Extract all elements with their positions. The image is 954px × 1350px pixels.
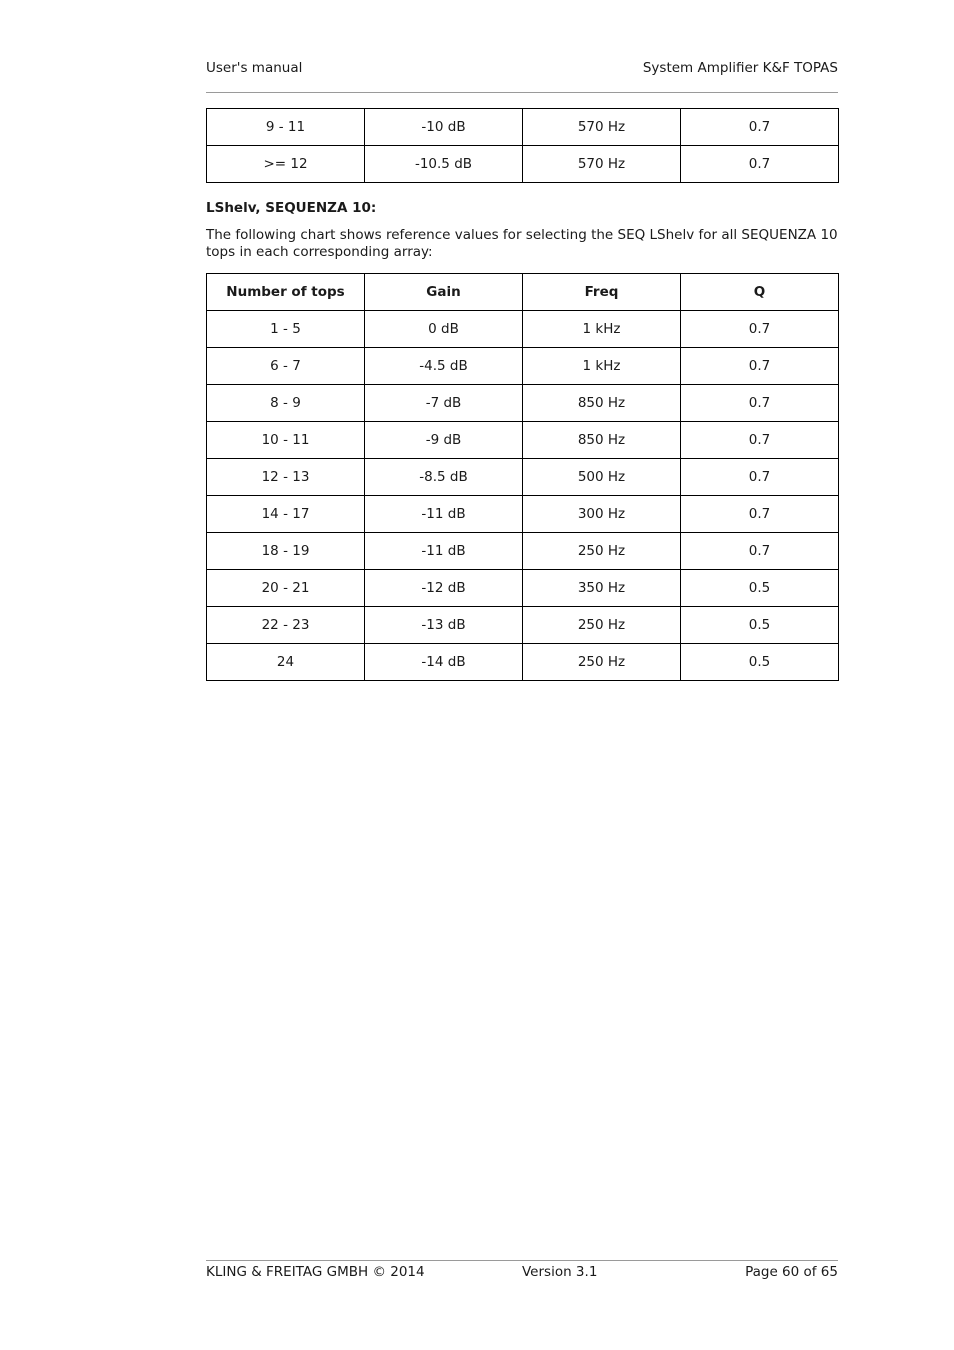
table-row	[207, 422, 839, 459]
table-cell-gain: -12 dB	[365, 570, 523, 607]
table-row	[207, 385, 839, 422]
table-cell-q: 0.5	[681, 644, 839, 681]
table-cell-tops: 6 - 7	[207, 348, 365, 385]
table-cell-q: 0.5	[681, 607, 839, 644]
table-row	[207, 644, 839, 681]
table-cell-gain: -11 dB	[365, 496, 523, 533]
table-cell-tops: 14 - 17	[207, 496, 365, 533]
continued-values-table	[206, 108, 839, 183]
table-cell-q: 0.7	[681, 496, 839, 533]
table-cell-gain: -7 dB	[365, 385, 523, 422]
table-cell-tops: 10 - 11	[207, 422, 365, 459]
table-cell-freq: 250 Hz	[523, 533, 681, 570]
table-row	[207, 348, 839, 385]
section-intro-text: The following chart shows reference values for selecting the SEQ LShelv for all SEQUENZA 10 tops in each corresponding array:	[206, 227, 838, 260]
column-header-gain: Gain	[365, 274, 523, 311]
table-cell-tops: 20 - 21	[207, 570, 365, 607]
table-cell-tops: >= 12	[207, 146, 365, 183]
table-cell-freq: 500 Hz	[523, 459, 681, 496]
table-cell-tops: 1 - 5	[207, 311, 365, 348]
table-cell-q: 0.7	[681, 385, 839, 422]
table-cell-q: 0.7	[681, 146, 839, 183]
table-cell-gain: -13 dB	[365, 607, 523, 644]
table-row	[207, 146, 839, 183]
table-cell-gain: -10.5 dB	[365, 146, 523, 183]
table-cell-freq: 1 kHz	[523, 348, 681, 385]
table-body	[207, 311, 839, 681]
section-heading: LShelv, SEQUENZA 10:	[206, 200, 377, 216]
table-header	[207, 274, 839, 311]
table-cell-q: 0.5	[681, 570, 839, 607]
table-cell-freq: 350 Hz	[523, 570, 681, 607]
table-header-row	[207, 274, 839, 311]
table-cell-tops: 22 - 23	[207, 607, 365, 644]
table-cell-tops: 12 - 13	[207, 459, 365, 496]
continued-values-body	[207, 109, 839, 183]
table-cell-q: 0.7	[681, 533, 839, 570]
table-cell-freq: 250 Hz	[523, 644, 681, 681]
table-cell-freq: 850 Hz	[523, 422, 681, 459]
table-cell-q: 0.7	[681, 422, 839, 459]
table-cell-gain: -14 dB	[365, 644, 523, 681]
table-cell-gain: 0 dB	[365, 311, 523, 348]
footer-copyright: KLING & FREITAG GMBH © 2014	[206, 1264, 425, 1280]
table-cell-freq: 570 Hz	[523, 109, 681, 146]
table-row	[207, 570, 839, 607]
table-cell-gain: -8.5 dB	[365, 459, 523, 496]
footer-version: Version 3.1	[522, 1264, 598, 1280]
header-document-type: User's manual	[206, 60, 303, 76]
table-cell-freq: 250 Hz	[523, 607, 681, 644]
table-cell-gain: -4.5 dB	[365, 348, 523, 385]
table-cell-q: 0.7	[681, 348, 839, 385]
table-cell-freq: 850 Hz	[523, 385, 681, 422]
table-cell-q: 0.7	[681, 109, 839, 146]
table-cell-tops: 8 - 9	[207, 385, 365, 422]
table-cell-freq: 570 Hz	[523, 146, 681, 183]
column-header-freq: Freq	[523, 274, 681, 311]
table-cell-tops: 18 - 19	[207, 533, 365, 570]
table-cell-tops: 24	[207, 644, 365, 681]
table-cell-tops: 9 - 11	[207, 109, 365, 146]
column-header-q: Q	[681, 274, 839, 311]
table-cell-q: 0.7	[681, 459, 839, 496]
table-cell-gain: -10 dB	[365, 109, 523, 146]
table-row	[207, 109, 839, 146]
table-row	[207, 607, 839, 644]
footer-page-number: Page 60 of 65	[745, 1264, 838, 1280]
table-cell-gain: -11 dB	[365, 533, 523, 570]
table-row	[207, 496, 839, 533]
table-cell-gain: -9 dB	[365, 422, 523, 459]
table-row	[207, 459, 839, 496]
page-footer	[206, 1264, 838, 1284]
footer-divider	[206, 1260, 838, 1261]
page-header	[206, 60, 838, 80]
table-row	[207, 311, 839, 348]
header-divider	[206, 92, 838, 93]
header-product-name: System Amplifier K&F TOPAS	[642, 60, 838, 76]
table-cell-q: 0.7	[681, 311, 839, 348]
table-cell-freq: 1 kHz	[523, 311, 681, 348]
lshelv-reference-table	[206, 273, 839, 681]
column-header-number-of-tops: Number of tops	[207, 274, 365, 311]
table-cell-freq: 300 Hz	[523, 496, 681, 533]
table-row	[207, 533, 839, 570]
